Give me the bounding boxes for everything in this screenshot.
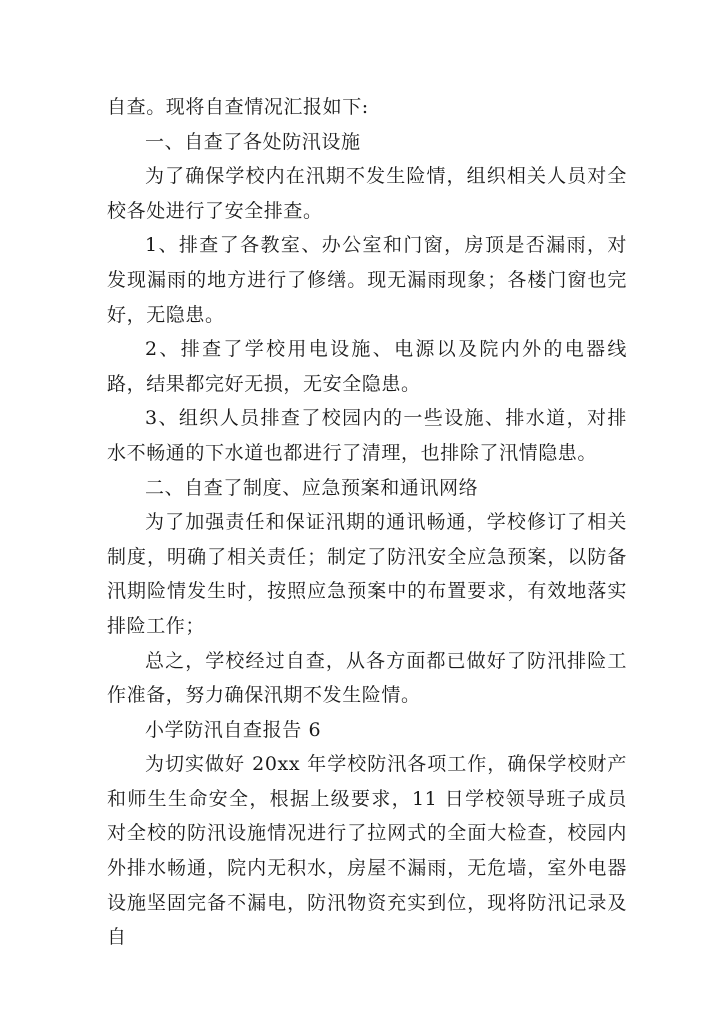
list-item: 1、排查了各教室、办公室和门窗，房顶是否漏雨，对发现漏雨的地方进行了修缮。现无漏雨现象；各楼门窗也完好，无隐患。	[107, 234, 627, 326]
list-item: 3、组织人员排查了校园内的一些设施、排水道，对排水不畅通的下水道也都进行了清理，也排除了汛情隐患。	[107, 407, 627, 464]
paragraph: 为切实做好 20xx 年学校防汛各项工作，确保学校财产和师生生命安全，根据上级要求，11 日学校领导班子成员对全校的防汛设施情况进行了拉网式的全面大检查，校园内外排水畅通，院内无积水，房屋不漏雨，无危墙，室外电器设施坚固完备不漏电，防汛物资充实到位，现将防汛记录及自	[107, 753, 627, 949]
section-heading-1: 一、自查了各处防汛设施	[145, 130, 361, 153]
paragraph-summary: 总之，学校经过自查，从各方面都已做好了防汛排险工作准备，努力确保汛期不发生险情。	[107, 649, 627, 707]
paragraph: 为了确保学校内在汛期不发生险情，组织相关人员对全校各处进行了安全排查。	[107, 165, 627, 222]
section-heading-2: 二、自查了制度、应急预案和通讯网络	[145, 476, 479, 499]
report-title: 小学防汛自查报告 6	[145, 718, 322, 741]
document-body	[107, 90, 627, 955]
paragraph-intro: 自查。现将自查情况汇报如下:	[107, 96, 369, 118]
paragraph: 为了加强责任和保证汛期的通讯畅通，学校修订了相关制度，明确了相关责任；制定了防汛安全应急预案，以防备汛期险情发生时，按照应急预案中的布置要求，有效地落实排险工作；	[107, 511, 627, 637]
list-item: 2、排查了学校用电设施、电源以及院内外的电器线路，结果都完好无损，无安全隐患。	[107, 338, 627, 395]
